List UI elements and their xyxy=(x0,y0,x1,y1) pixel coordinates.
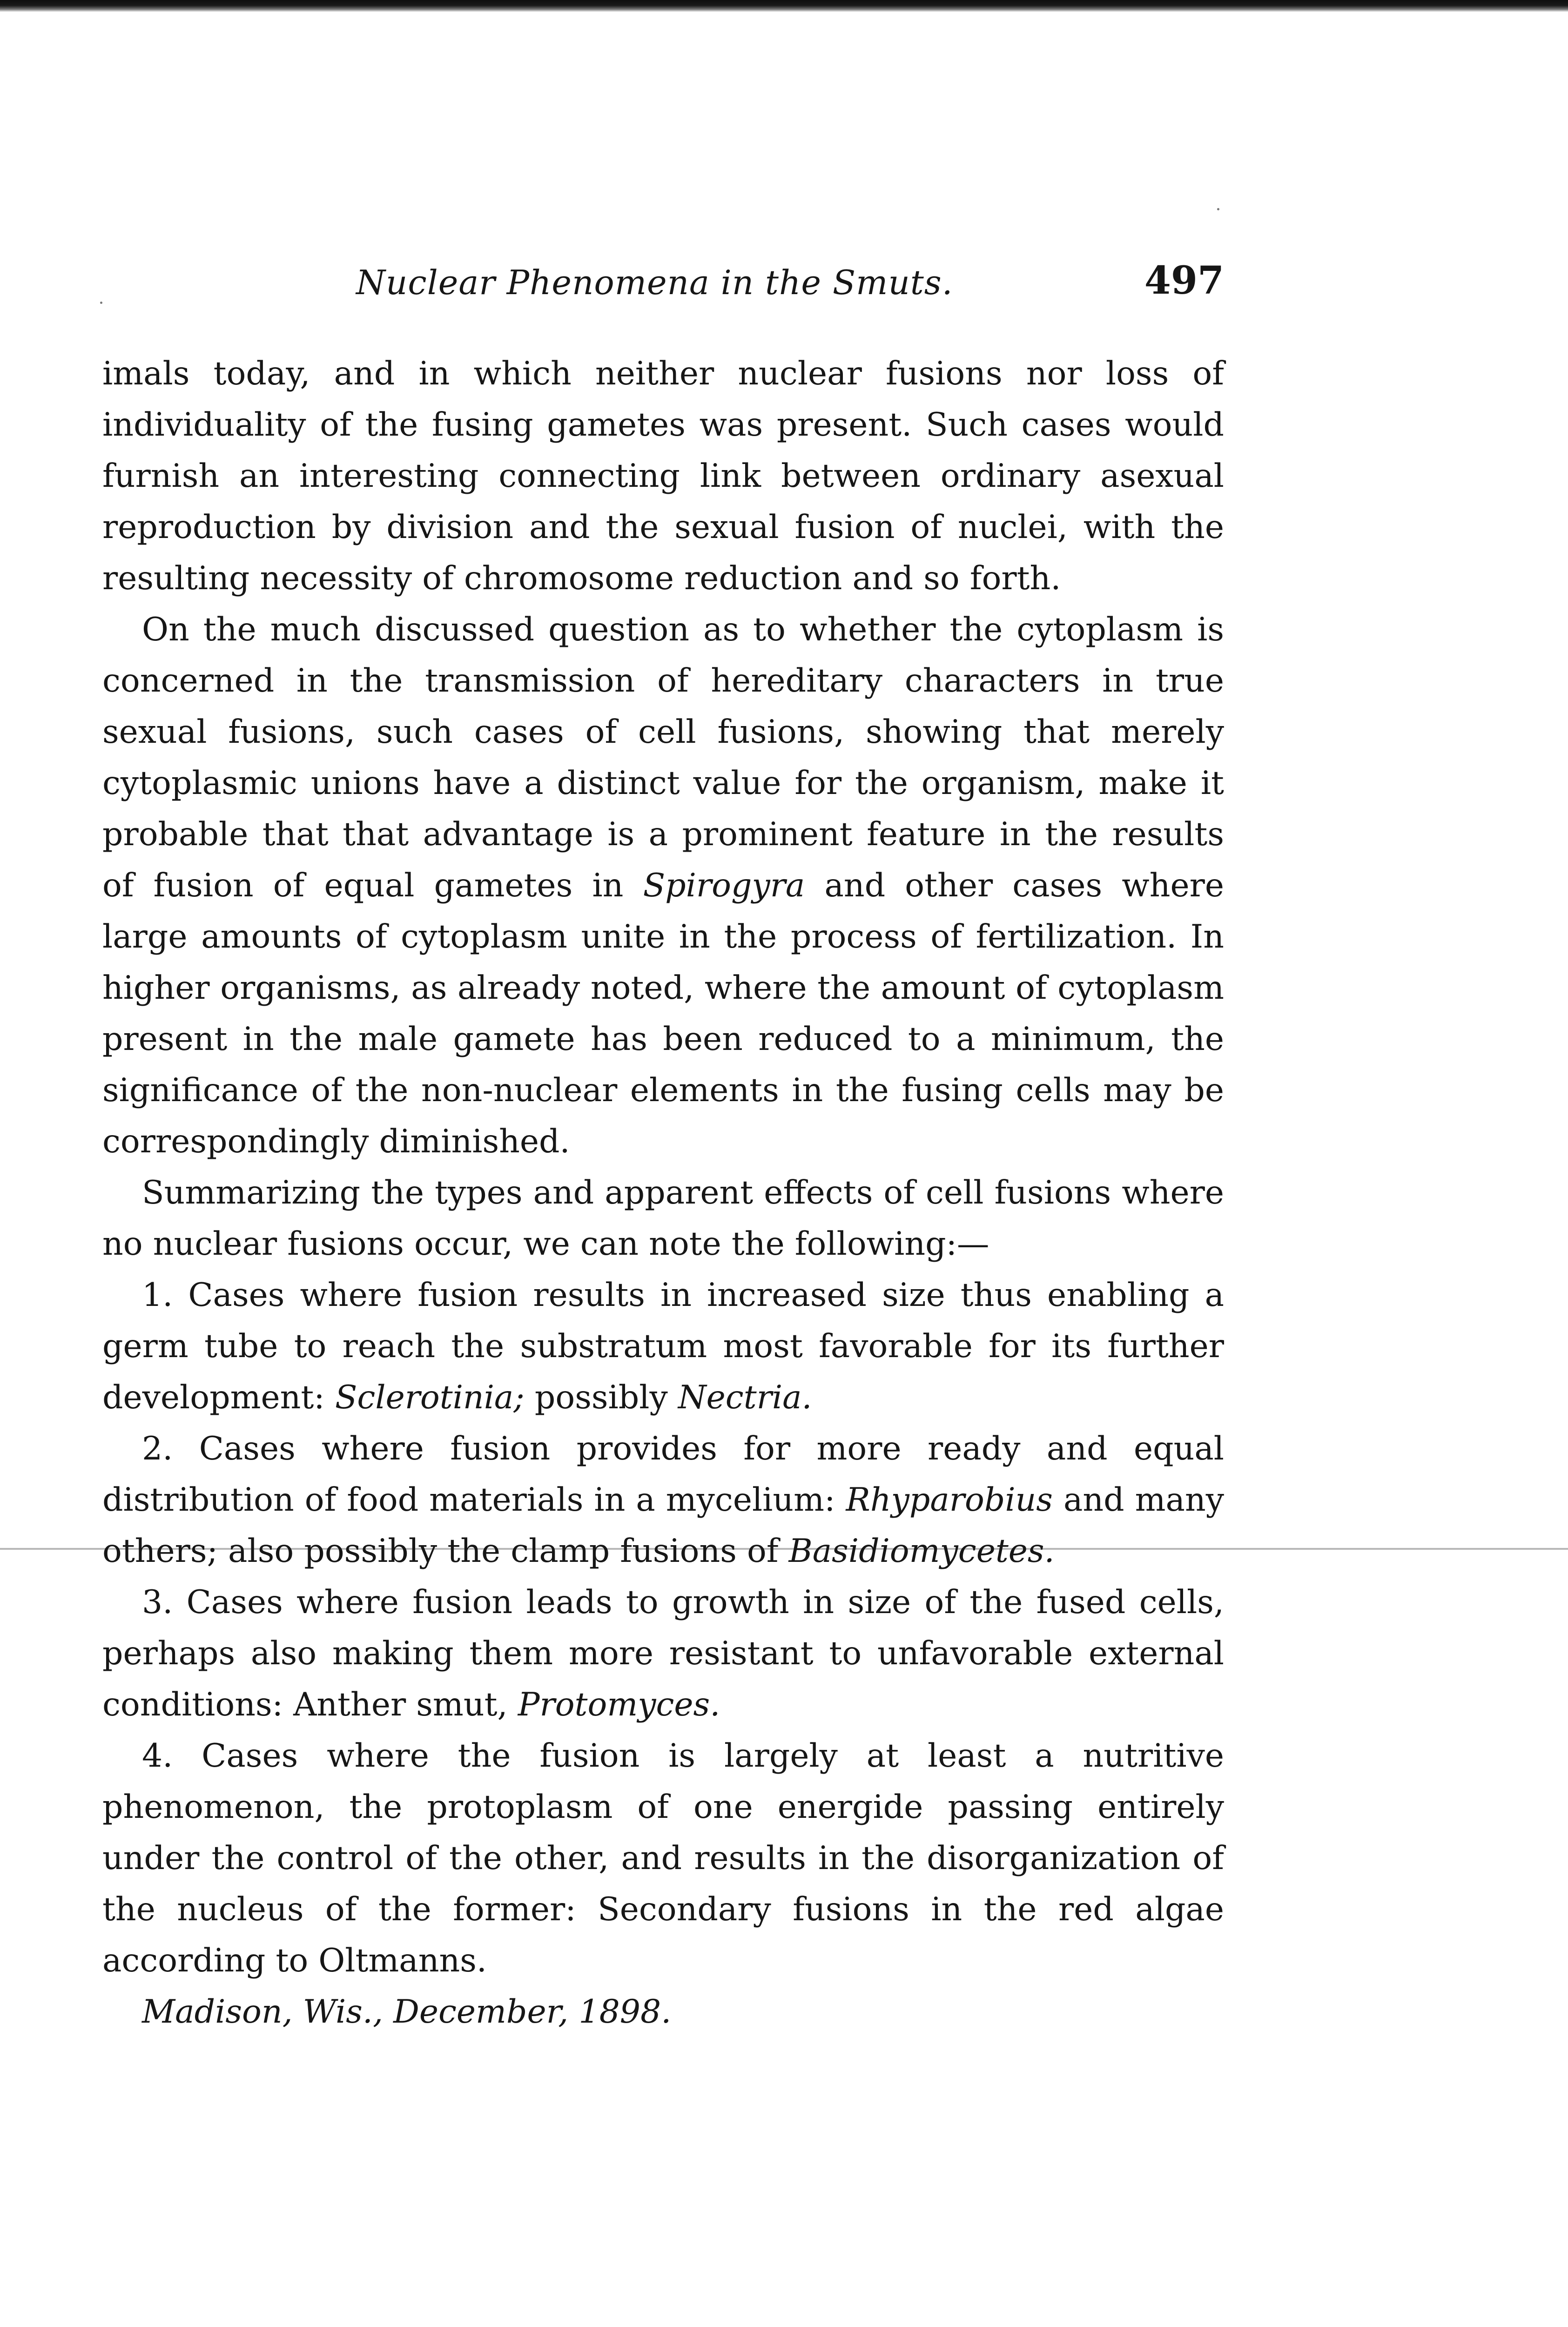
scan-top-edge xyxy=(0,0,1568,12)
running-title: Nuclear Phenomena in the Smuts. xyxy=(356,263,953,302)
page-header xyxy=(102,258,1224,309)
body-text xyxy=(102,348,1224,2038)
paragraph-cytoplasm: On the much discussed question as to whether the cytoplasm is concerned in the transmission of hereditary characters in true sexual fusions, such cases of cell fusions, showing that merely cytoplasmic unions have a distinct value for the organism, make it probable that that advantage is a prominent feature in the results of fusion of equal gametes in Spirogyra and other cases where large amounts of cytoplasm unite in the process of fertilization. In higher organisms, as already noted, where the amount of cytoplasm present in the male gamete has been reduced to a minimum, the significance of the non-nuclear elements in the fusing cells may be correspondingly diminished. xyxy=(102,611,1224,1160)
list-item: 3. Cases where fusion leads to growth in size of the fused cells, perhaps also making them more resistant to unfavorable external conditions: Anther smut, Protomyces. xyxy=(102,1583,1224,1723)
paragraph-summary: Summarizing the types and apparent effects of cell fusions where no nuclear fusions occur, we can note the following:— xyxy=(102,1174,1224,1263)
paragraph-continuation: imals today, and in which neither nuclear fusions nor loss of individuality of the fusing gametes was present. Such cases would furnish an interesting connecting link between ordinary asexual reproduction by division and the sexual fusion of nuclei, with the resulting necessity of chromosome reduction and so forth. xyxy=(102,355,1224,597)
list-item: 2. Cases where fusion provides for more ready and equal distribution of food materials in a mycelium: Rhyparobius and many others; also possibly the clamp fusions of Basidiomycetes. xyxy=(102,1430,1224,1570)
scan-speck xyxy=(1217,208,1219,210)
page-number: 497 xyxy=(1144,258,1224,303)
list-item: 1. Cases where fusion results in increased size thus enabling a germ tube to reach the substratum most favorable for its further development: Sclerotinia; possibly Nectria. xyxy=(102,1276,1224,1416)
list-item: 4. Cases where the fusion is largely at least a nutritive phenomenon, the protoplasm of one energide passing entirely under the control of the other, and results in the disorganization of the nucleus of the former: Secondary fusions in the red algae according to Oltmanns. xyxy=(102,1737,1224,1979)
place-date-signoff: Madison, Wis., December, 1898. xyxy=(142,1993,672,2031)
